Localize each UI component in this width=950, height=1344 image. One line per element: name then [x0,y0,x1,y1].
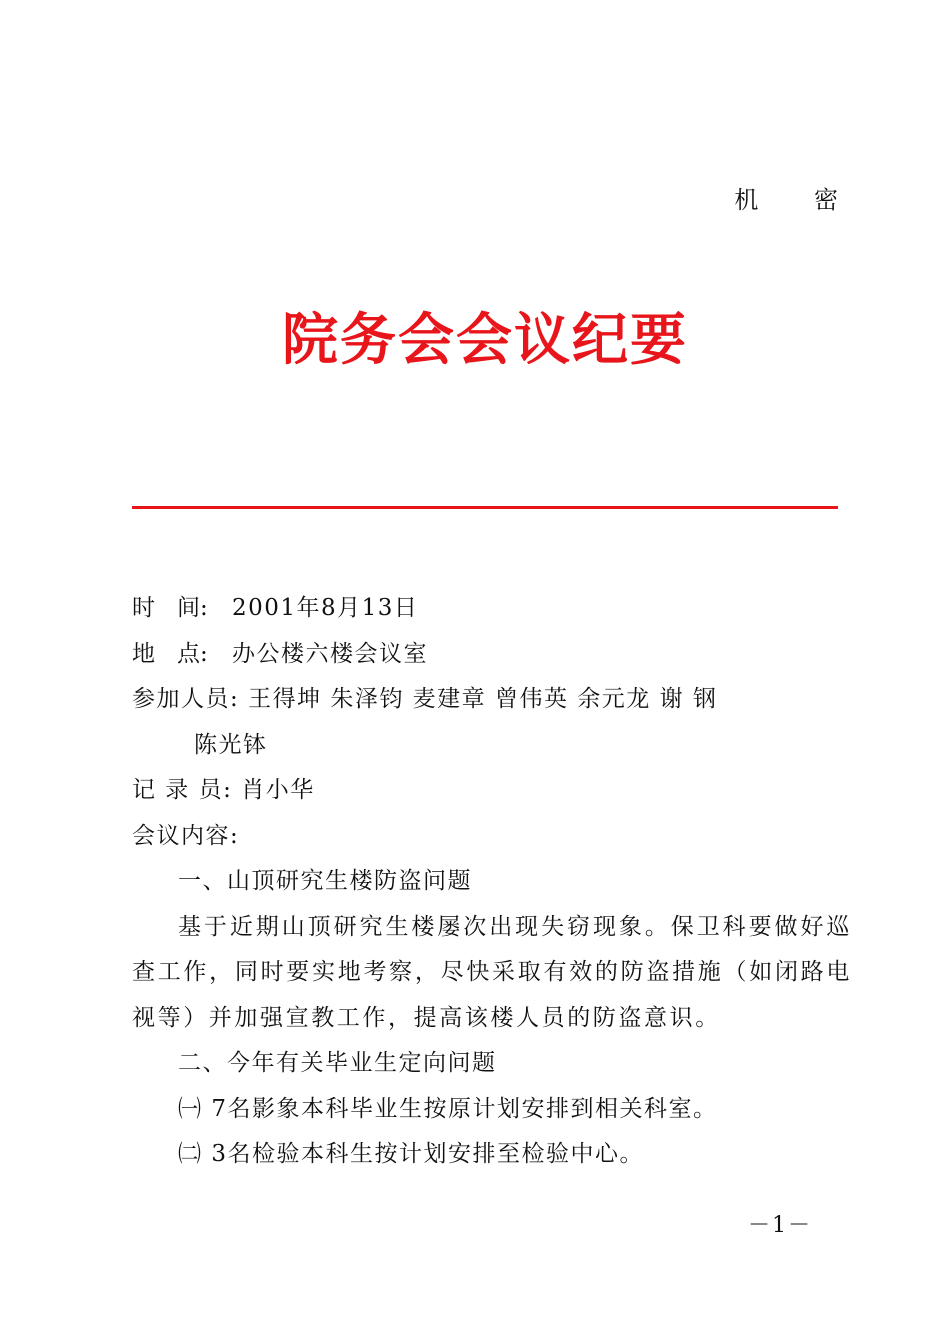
page-number: －1－ [748,1213,812,1238]
attendees-names-line1: 王得坤 朱泽钧 麦建章 曾伟英 余元龙 谢 钢 [248,686,718,712]
attendees-names-line2: 陈光钵 [194,731,268,758]
recorder-label: 记 录 员: [132,777,233,803]
recorder-value: 肖小华 [241,777,315,803]
list-item [132,1132,852,1178]
section-heading-1: 一、山顶研究生楼防盗问题 [178,868,472,894]
document-title: 院务会会议纪要 [282,308,688,373]
classification-mark: 机 密 [734,186,862,214]
time-row [132,586,852,632]
attendees-label: 参加人员: [132,686,240,712]
list-item-marker: ㈠ [178,1095,203,1122]
time-label: 时 间: [132,595,208,621]
list-item-text: 7名影象本科毕业生按原计划安排到相关科室。 [211,1095,718,1122]
place-value: 办公楼六楼会议室 [232,640,428,667]
content-label: 会议内容: [132,822,240,849]
list-item-marker: ㈡ [178,1141,203,1167]
section-heading-2: 二、今年有关毕业生定向问题 [178,1050,497,1076]
section-paragraph-1: 基于近期山顶研究生楼屡次出现失窃现象。保卫科要做好巡查工作，同时要实地考察，尽快采取有效的防盗措施（如闭路电视等）并加强宣教工作，提高该楼人员的防盗意识。 [132,913,852,1031]
attendees-row [132,677,852,723]
place-label: 地 点: [132,640,208,667]
meeting-minutes-body [132,586,852,1178]
list-item-text: 3名检验本科生按计划安排至检验中心。 [211,1141,644,1167]
recorder-row [132,768,852,814]
red-divider-line [132,506,838,509]
time-value: 2001年8月13日 [232,595,419,621]
place-row [132,632,852,678]
list-item [132,1087,852,1133]
